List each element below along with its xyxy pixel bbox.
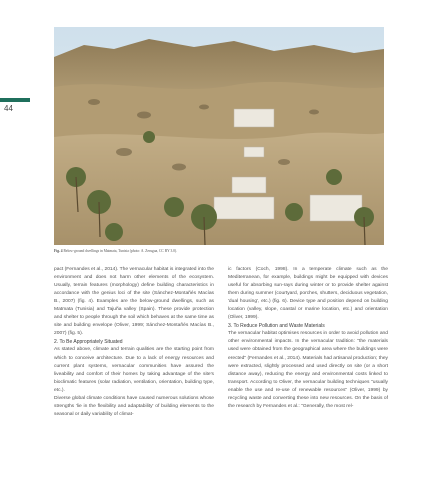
section-heading: 2. To Be Appropriately Situated (54, 339, 123, 346)
figure-caption-text: Below-ground dwellings in Matmata, Tunisia (photo: A. Zerugua, CC BY 3.0). (63, 249, 178, 253)
text-column-left (54, 266, 214, 419)
page-accent-bar (0, 98, 30, 102)
figure-label: Fig. 4 (54, 249, 63, 253)
paragraph: As stated above, climate and terrain qualities are the starting point from which to conceive architecture. Due to a lack of energy resources and current plant systems, vernacular communities have assured the liveability and comfort of their homes by taking advantage of the site's bioclimatic features (solar radiation, ventilation, orientation, building type, etc.). (54, 347, 214, 393)
landscape-photo-illustration (54, 27, 384, 245)
paragraph: The vernacular habitat optimises resources in order to avoid pollution and other environmental impacts. In the vernacular tradition: "the materials used were obtained from the geographical area where the buildings were erected" (Fernandes et al., 2014). Materials had artisanal production; they were extracted, slightly processed and used directly on site (or a short distance away), reducing the energy and environmental costs linked to transport. According to Oliver, the vernacular building techniques "usually enable the use and re-use of renewable resources" (Oliver, 1999) by recycling waste and converting these into new resources. On the basis of the research by Fernandes et al.: "Generally, the most rel- (228, 331, 388, 409)
text-column-right (228, 266, 388, 411)
paragraph: Diverse global climate conditions have caused numerous solutions whose strengths 'lie in the flexibility and adaptability' of building elements to the seasonal or daily variability of climat- (54, 395, 214, 417)
section-heading: 3. To Reduce Pollution and Waste Materials (228, 323, 325, 330)
page-number: 44 (4, 104, 13, 113)
figure-caption (54, 249, 384, 253)
paragraph: ic factors (Coch, 1998). In a temperate climate such as the Mediterranean, for example, buildings might be equipped with devices useful for absorbing sun-rays during winter or to provide shelter against them during summer (courtyard, porches, shutters, deciduous vegetation, 'dual housing', etc.) (fig. 6). Device type and position depend on building location (valley, slope, coastal or marine location, etc.) and orientation (Oliver, 1999). (228, 267, 388, 321)
paragraph: pact (Fernandes et al., 2014). The vernacular habitat is integrated into the environment and does not harm other elements of the ecosystem. Usually, terrain features (morphology) define building characteristics in accordance with the genius loci of the site (Sánchez-Montañés Macías B., 2007) (fig. 4). Examples are the below-ground dwellings, such as Matmata (Tunisia) and Tajuña valley (Spain). These provide protection and shelter to people through the soil which behaves at the same time as site and building envelope (Oliver, 1999; Sánchez-Montañés Macías B., 2007) (fig. 5). (54, 267, 214, 337)
figure-photo-matmata (54, 27, 384, 245)
